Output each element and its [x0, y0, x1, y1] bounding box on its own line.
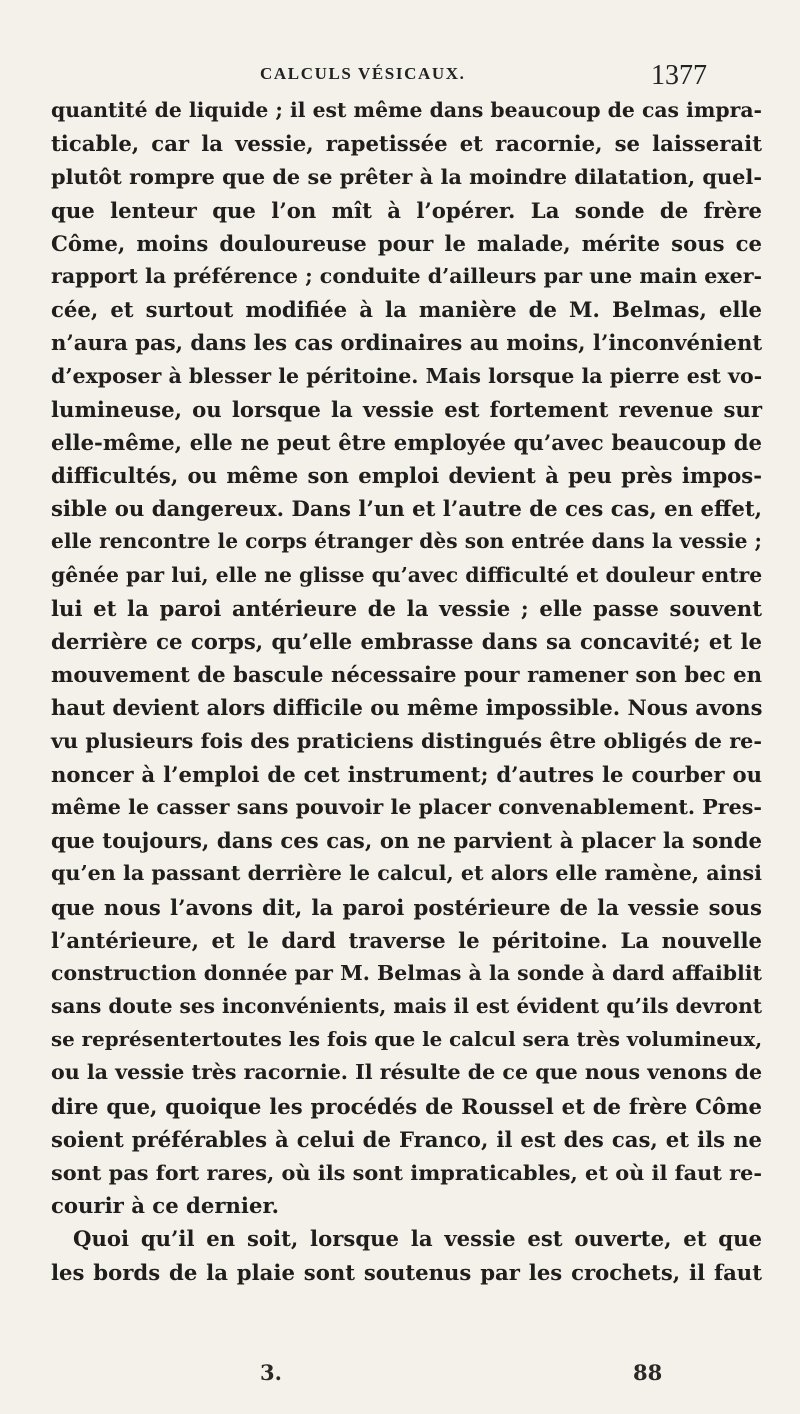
- text-line: d’exposer à blesser le péritoine. Mais lorsque la pierre est vo-: [51, 363, 763, 388]
- text-line: elle rencontre le corps étranger dès son entrée dans la vessie ;: [51, 529, 762, 554]
- text-line: haut devient alors difficile ou même impossible. Nous avons: [51, 695, 763, 721]
- gathering-number: 88: [633, 1360, 663, 1385]
- text-line: Côme, moins douloureuse pour le malade, mérite sous ce: [51, 230, 762, 256]
- text-line: quantité de liquide ; il est même dans beaucoup de cas impra-: [51, 98, 762, 122]
- text-line: sible ou dangereux. Dans l’un et l’autre de ces cas, en effet,: [51, 496, 762, 522]
- text-line: derrière ce corps, qu’elle embrasse dans sa concavité; et le: [51, 629, 762, 654]
- text-line: vu plusieurs fois des praticiens distingués être obligés de re-: [51, 728, 762, 753]
- text-line: noncer à l’emploi de cet instrument; d’autres le courber ou: [51, 761, 762, 787]
- text-line: cée, et surtout modifiée à la manière de M. Belmas, elle: [51, 297, 762, 323]
- text-line: gênée par lui, elle ne glisse qu’avec difficulté et douleur entre: [51, 562, 763, 587]
- running-head: CALCULS VÉSICAUX.: [260, 64, 466, 83]
- page-footer: [0, 1360, 800, 1394]
- text-line: n’aura pas, dans les cas ordinaires au moins, l’inconvénient: [51, 330, 763, 356]
- signature-mark: 3.: [260, 1360, 282, 1385]
- page-number: 1377: [651, 60, 707, 91]
- text-line: même le casser sans pouvoir le placer convenablement. Pres-: [51, 794, 762, 819]
- text-line: sont pas fort rares, où ils sont impraticables, et où il faut re-: [51, 1160, 763, 1185]
- text-line: lui et la paroi antérieure de la vessie ; elle passe souvent: [51, 595, 762, 621]
- text-line: Quoi qu’il en soit, lorsque la vessie est ouverte, et que: [73, 1226, 762, 1252]
- text-line: se représentertoutes les fois que le calcul sera très volumineux,: [51, 1027, 763, 1052]
- text-line: plutôt rompre que de se prêter à la moindre dilatation, quel-: [51, 164, 762, 190]
- text-line: sans doute ses inconvénients, mais il est évident qu’ils devront: [51, 994, 762, 1019]
- text-line: soient préférables à celui de Franco, il est des cas, et ils ne: [51, 1126, 762, 1152]
- text-line: lumineuse, ou lorsque la vessie est fortement revenue sur: [51, 396, 762, 422]
- text-line: que lenteur que l’on mît à l’opérer. La sonde de frère: [51, 197, 762, 223]
- text-line: ou la vessie très racornie. Il résulte de ce que nous venons de: [51, 1060, 763, 1085]
- text-line: construction donnée par M. Belmas à la sonde à dard affaiblit: [51, 960, 762, 985]
- text-line: les bords de la plaie sont soutenus par les crochets, il faut: [51, 1259, 762, 1285]
- text-line: ticable, car la vessie, rapetissée et racornie, se laisserait: [51, 131, 762, 157]
- text-line: qu’en la passant derrière le calcul, et alors elle ramène, ainsi: [51, 861, 762, 886]
- page-header: [0, 60, 800, 94]
- text-line: elle-même, elle ne peut être employée qu’avec beaucoup de: [51, 429, 762, 455]
- body-text: [51, 94, 762, 1289]
- text-line: courir à ce dernier.: [51, 1193, 280, 1219]
- text-line: l’antérieure, et le dard traverse le péritoine. La nouvelle: [51, 927, 762, 953]
- text-line: rapport la préférence ; conduite d’ailleurs par une main exer-: [51, 263, 763, 288]
- text-line: mouvement de bascule nécessaire pour ramener son bec en: [51, 662, 762, 688]
- text-line: difficultés, ou même son emploi devient à peu près impos-: [51, 463, 762, 489]
- text-line: que toujours, dans ces cas, on ne parvient à placer la sonde: [51, 828, 762, 854]
- text-line: dire que, quoique les procédés de Roussel et de frère Côme: [51, 1093, 762, 1119]
- text-line: que nous l’avons dit, la paroi postérieure de la vessie sous: [51, 894, 762, 920]
